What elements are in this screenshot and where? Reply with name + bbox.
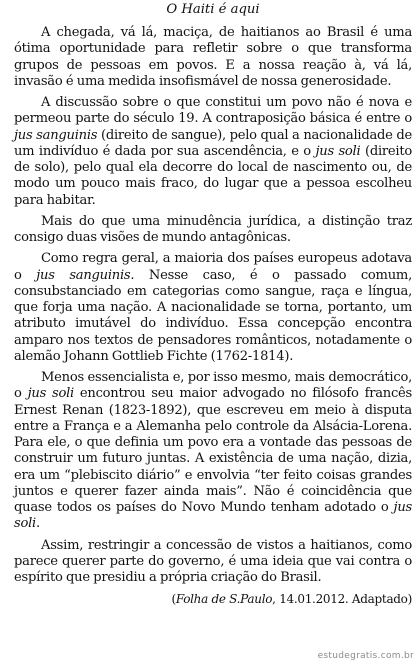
paragraph [14, 370, 412, 533]
paragraph [14, 538, 412, 587]
paragraph-text: . [35, 516, 40, 532]
paragraph [14, 95, 412, 209]
paragraph-text: A chegada, vá lá, maciça, de haitianos ao Brasil é uma ótima oportunidade para refletir sobre o que transforma grupos de pessoas em povos. E a nossa reação à, vá lá, invasão é uma medida insofismável de nossa generosidade. [14, 25, 412, 89]
source-open: ( [171, 592, 176, 607]
paragraph-text: (direito de sangue), pelo qual a nacionalidade de um indivíduo é dada por sua ascendência, e o [14, 127, 412, 159]
article-body [14, 25, 412, 586]
italic-term: jus sanguinis [14, 127, 98, 143]
paragraph-text: Menos essencialista e, por isso mesmo, mais democrático, o [14, 370, 412, 402]
paragraph-text: Mais do que uma minudência jurídica, a distinção traz consigo duas visões de mundo antagônicas. [14, 213, 412, 245]
italic-term: jus soli [315, 143, 361, 159]
source-publication: Folha de S.Paulo [175, 592, 273, 607]
paragraph [14, 25, 412, 90]
article-title: O Haiti é aqui [166, 2, 260, 17]
source-date: , 14.01.2012. Adaptado) [272, 592, 412, 607]
paragraph-text: A discussão sobre o que constitui um povo não é nova e permeou parte do século 19. A contraposição básica é entre o [14, 95, 412, 127]
italic-term: jus soli [27, 386, 74, 402]
article-source [14, 591, 412, 607]
paragraph-text: encontrou seu maior advogado no filósofo francês Ernest Renan (1823-1892), que escreveu em meio à disputa entre a França e a Alemanha pelo controle da Alsácia-Lorena. Para ele, o que definia um povo era a vontade das pessoas de construir um futuro juntas. A existência de uma nação, dizia, era um “plebiscito diário” e envolvia “ter feito coisas grandes juntos e querer fazer ainda mais”. Não é coincidência que quase todos os países do Novo Mundo tenham adotado o [14, 386, 413, 515]
italic-term: jus sanguinis [36, 267, 131, 283]
paragraph-text: . Nesse caso, é o passado comum, consubstanciado em categorias como sangue, raça e língua, que forja uma nação. A nacionalidade se torna, portanto, um atributo imutável do indivíduo. Essa concepção encontra amparo nos textos de pensadores românticos, notadamente o alemão Johann Gottlieb Fichte (1762-1814). [14, 267, 412, 364]
site-watermark: estudegratis.com.br [317, 651, 414, 661]
paragraph [14, 251, 412, 365]
paragraph-text: Como regra geral, a maioria dos países europeus adotava o [14, 251, 412, 283]
paragraph-text: (direito de solo), pelo qual ela decorre do local de nascimento ou, de modo um pouco mais fraco, do lugar que a pessoa escolheu para habitar. [14, 143, 412, 208]
italic-term: jus soli [14, 500, 412, 532]
article [14, 0, 412, 607]
paragraph [14, 214, 412, 247]
paragraph-text: Assim, restringir a concessão de vistos a haitianos, como parece querer parte do governo, é uma ideia que vai contra o espírito que presidiu a própria criação do Brasil. [14, 537, 412, 585]
